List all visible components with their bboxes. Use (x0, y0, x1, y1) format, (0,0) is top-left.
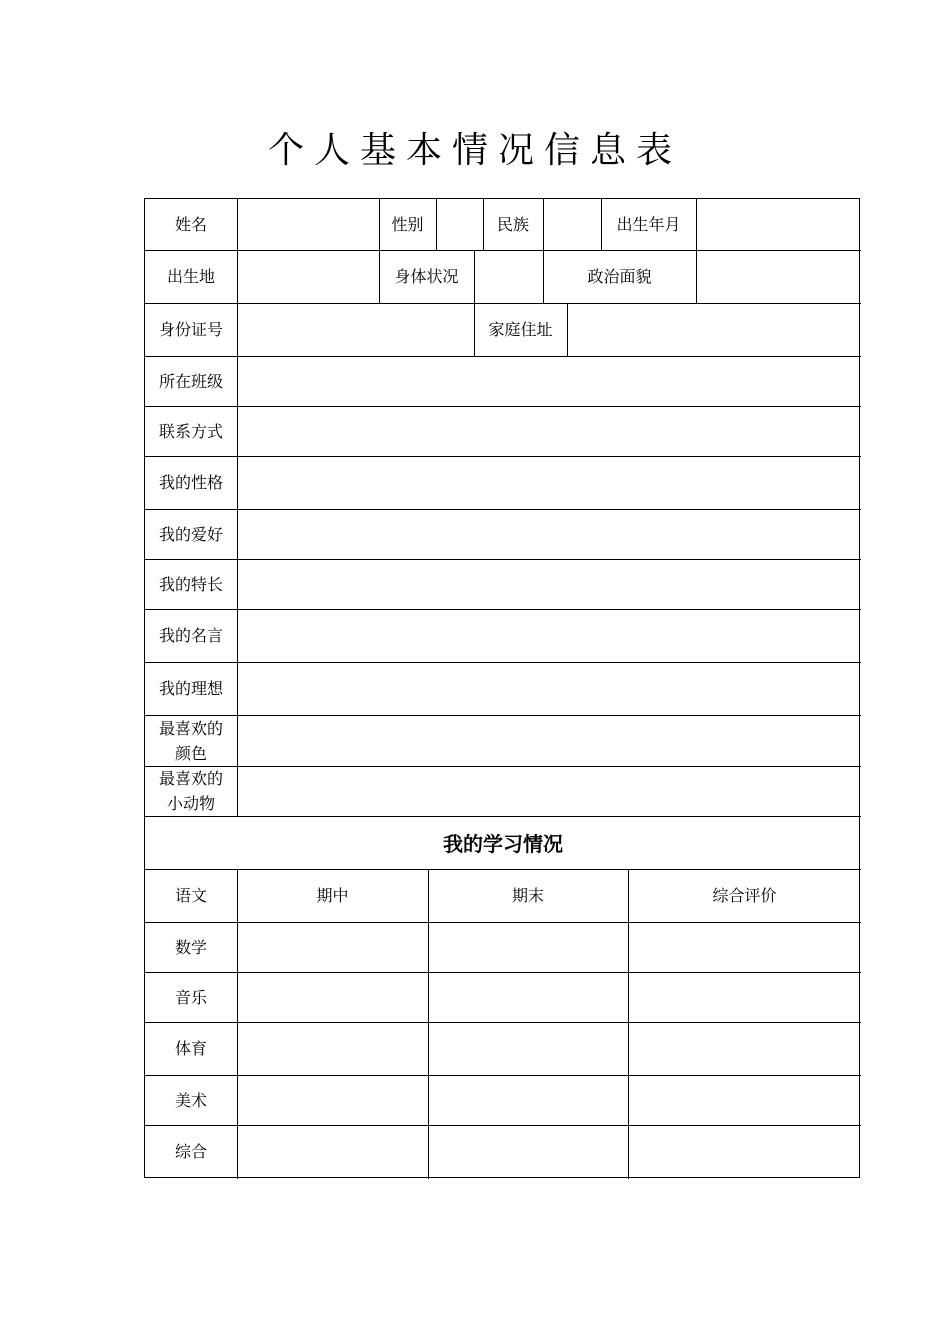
final-field[interactable] (428, 972, 628, 1022)
health-label: 身体状况 (394, 267, 459, 286)
motto-label: 我的名言 (158, 626, 223, 645)
political-label: 政治面貌 (587, 267, 652, 286)
hobby-label: 我的爱好 (158, 524, 223, 544)
overall-field[interactable] (628, 922, 861, 972)
birth-label: 出生年月 (616, 215, 681, 234)
id-label: 身份证号 (158, 320, 223, 339)
favorite-animal-label (145, 766, 237, 816)
personality-field[interactable] (237, 456, 861, 509)
birthplace-label: 出生地 (166, 267, 215, 286)
hobby-field[interactable] (237, 509, 861, 559)
address-field[interactable] (567, 303, 861, 356)
personality-label: 我的性格 (158, 473, 223, 492)
ideal-label: 我的理想 (158, 679, 223, 698)
subject-label: 数学 (174, 937, 207, 957)
ideal-field[interactable] (237, 662, 861, 715)
name-label: 姓名 (174, 215, 207, 234)
ethnicity-field[interactable] (543, 199, 601, 250)
overall-header: 综合评价 (712, 886, 777, 905)
address-label: 家庭住址 (488, 320, 553, 339)
overall-field[interactable] (628, 1022, 861, 1075)
midterm-field[interactable] (237, 922, 428, 972)
talent-label: 我的特长 (158, 574, 223, 594)
final-field[interactable] (428, 1022, 628, 1075)
midterm-field[interactable] (237, 1075, 428, 1125)
birth-field[interactable] (696, 199, 861, 250)
final-header: 期末 (511, 886, 544, 905)
favorite-color-label-text: 最喜欢的颜色 (158, 718, 223, 763)
political-field[interactable] (696, 250, 861, 303)
overall-field[interactable] (628, 1125, 861, 1177)
final-field[interactable] (428, 922, 628, 972)
talent-field[interactable] (237, 559, 861, 609)
favorite-animal-label-text: 最喜欢的小动物 (158, 769, 223, 813)
class-label: 所在班级 (158, 371, 223, 391)
birthplace-field[interactable] (237, 250, 379, 303)
name-field[interactable] (237, 199, 379, 250)
subject-chinese-label: 语文 (174, 886, 207, 905)
final-field[interactable] (428, 1075, 628, 1125)
class-field[interactable] (237, 356, 861, 406)
motto-field[interactable] (237, 609, 861, 662)
midterm-field[interactable] (237, 972, 428, 1022)
subject-label: 音乐 (174, 987, 207, 1007)
ethnicity-label: 民族 (496, 215, 529, 234)
midterm-header: 期中 (316, 886, 349, 905)
final-field[interactable] (428, 1125, 628, 1177)
overall-field[interactable] (628, 972, 861, 1022)
contact-field[interactable] (237, 406, 861, 456)
id-field[interactable] (237, 303, 474, 356)
gender-label: 性别 (391, 215, 424, 234)
midterm-field[interactable] (237, 1125, 428, 1177)
favorite-color-field[interactable] (237, 715, 861, 766)
favorite-animal-field[interactable] (237, 766, 861, 816)
gender-field[interactable] (436, 199, 483, 250)
midterm-field[interactable] (237, 1022, 428, 1075)
subject-label: 综合 (174, 1141, 207, 1161)
contact-label: 联系方式 (158, 421, 223, 441)
subject-label: 体育 (174, 1039, 207, 1058)
study-section-title: 我的学习情况 (443, 832, 563, 856)
overall-field[interactable] (628, 1075, 861, 1125)
info-form (144, 198, 860, 1178)
subject-label: 美术 (174, 1090, 207, 1110)
form-title: 个人基本情况信息表 (267, 130, 682, 171)
favorite-color-label (145, 715, 237, 766)
health-field[interactable] (474, 250, 543, 303)
